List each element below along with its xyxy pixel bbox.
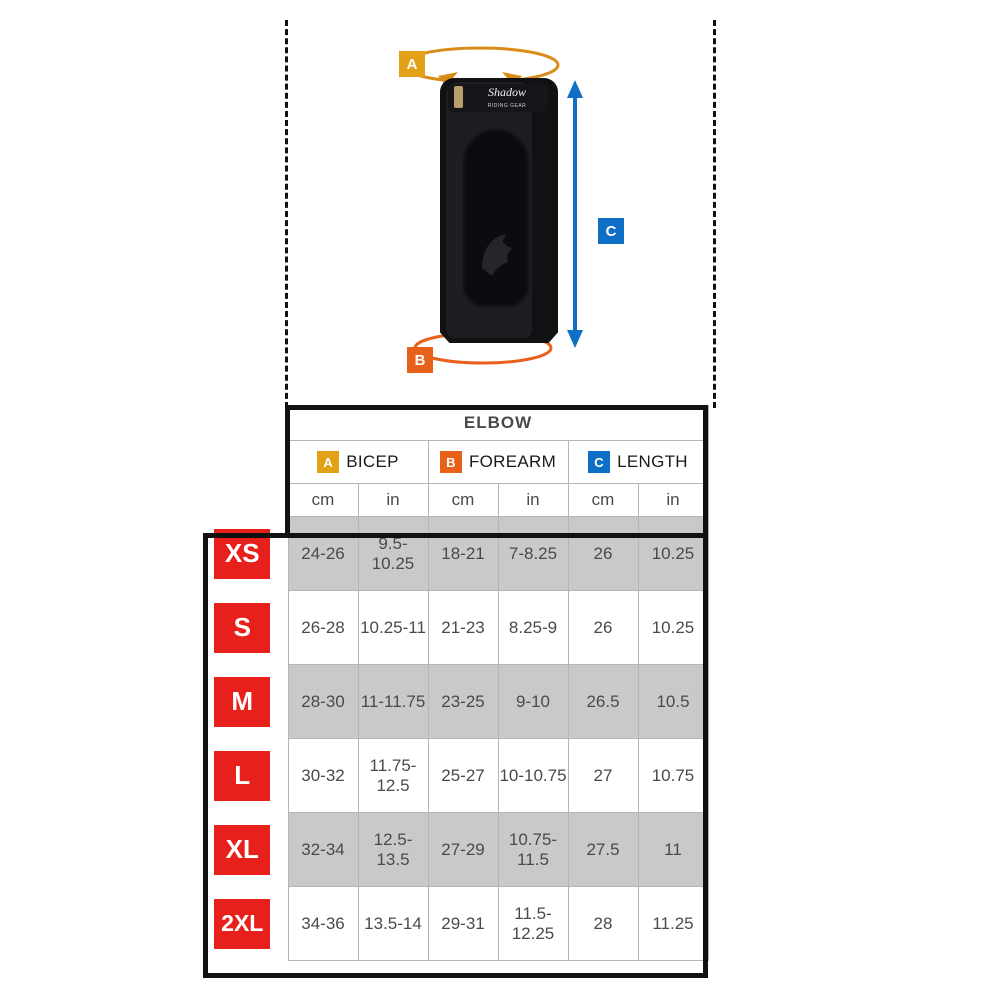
cell-length-in: 10.75 xyxy=(638,739,708,813)
cell-forearm-in: 7-8.25 xyxy=(498,517,568,591)
marker-a: A xyxy=(399,51,425,77)
unit-forearm-in: in xyxy=(498,484,568,517)
cell-length-cm: 27.5 xyxy=(568,813,638,887)
badge-c-icon: C xyxy=(588,451,610,473)
size-badge: L xyxy=(214,751,270,801)
cell-length-in: 11 xyxy=(638,813,708,887)
cell-bicep-cm: 32-34 xyxy=(288,813,358,887)
size-table-wrap xyxy=(203,405,708,978)
table-row xyxy=(203,591,708,665)
cell-bicep-in: 11.75-12.5 xyxy=(358,739,428,813)
measurement-header-row xyxy=(203,441,708,484)
size-label-cell xyxy=(203,517,288,591)
cell-length-cm: 26 xyxy=(568,591,638,665)
unit-bicep-cm: cm xyxy=(288,484,358,517)
marker-b: B xyxy=(407,347,433,373)
cell-forearm-in: 8.25-9 xyxy=(498,591,568,665)
cell-length-in: 10.25 xyxy=(638,517,708,591)
cell-bicep-in: 9.5-10.25 xyxy=(358,517,428,591)
unit-bicep-in: in xyxy=(358,484,428,517)
cell-length-cm: 27 xyxy=(568,739,638,813)
cell-length-cm: 26.5 xyxy=(568,665,638,739)
table-row xyxy=(203,739,708,813)
table-title-row xyxy=(203,406,708,441)
size-label-cell xyxy=(203,665,288,739)
badge-b-icon: B xyxy=(440,451,462,473)
length-arrow xyxy=(567,80,583,348)
guard-pad xyxy=(462,128,530,308)
cell-bicep-cm: 30-32 xyxy=(288,739,358,813)
unit-spacer xyxy=(203,484,288,517)
cell-length-cm: 26 xyxy=(568,517,638,591)
size-badge: S xyxy=(214,603,270,653)
header-forearm-label: FOREARM xyxy=(468,452,557,471)
badge-a-icon: A xyxy=(317,451,339,473)
brand-subtitle: RIDING GEAR xyxy=(487,103,527,109)
cell-forearm-cm: 21-23 xyxy=(428,591,498,665)
size-label-cell xyxy=(203,813,288,887)
cell-forearm-cm: 25-27 xyxy=(428,739,498,813)
cell-forearm-cm: 23-25 xyxy=(428,665,498,739)
table-row xyxy=(203,517,708,591)
size-label-cell xyxy=(203,887,288,961)
cell-bicep-in: 11-11.75 xyxy=(358,665,428,739)
table-row xyxy=(203,887,708,961)
dashed-guide-right xyxy=(713,20,716,408)
table-row xyxy=(203,813,708,887)
header-bicep xyxy=(288,441,428,484)
size-label-cell xyxy=(203,739,288,813)
cell-forearm-in: 11.5-12.25 xyxy=(498,887,568,961)
table-row xyxy=(203,665,708,739)
unit-forearm-cm: cm xyxy=(428,484,498,517)
unit-length-in: in xyxy=(638,484,708,517)
cell-forearm-in: 10-10.75 xyxy=(498,739,568,813)
brand-name: Shadow xyxy=(487,85,526,99)
cell-length-in: 11.25 xyxy=(638,887,708,961)
header-spacer xyxy=(203,441,288,484)
cell-length-cm: 28 xyxy=(568,887,638,961)
shadow-bird-logo-icon xyxy=(478,228,522,280)
cell-length-in: 10.5 xyxy=(638,665,708,739)
cell-bicep-in: 13.5-14 xyxy=(358,887,428,961)
header-forearm xyxy=(428,441,568,484)
product-diagram xyxy=(285,20,715,408)
cell-bicep-cm: 26-28 xyxy=(288,591,358,665)
cell-bicep-cm: 24-26 xyxy=(288,517,358,591)
cell-bicep-cm: 28-30 xyxy=(288,665,358,739)
cell-length-in: 10.25 xyxy=(638,591,708,665)
header-length xyxy=(568,441,708,484)
cell-forearm-in: 10.75-11.5 xyxy=(498,813,568,887)
header-bicep-label: BICEP xyxy=(346,452,399,471)
table-title: ELBOW xyxy=(288,406,708,441)
brand-logo-text xyxy=(472,86,542,112)
cell-bicep-in: 12.5-13.5 xyxy=(358,813,428,887)
unit-length-cm: cm xyxy=(568,484,638,517)
size-label-cell xyxy=(203,591,288,665)
title-spacer xyxy=(203,406,288,441)
size-badge: XS xyxy=(214,529,270,579)
size-badge: M xyxy=(214,677,270,727)
cell-bicep-in: 10.25-11 xyxy=(358,591,428,665)
cell-forearm-cm: 29-31 xyxy=(428,887,498,961)
elbow-guard-image xyxy=(440,78,558,343)
unit-header-row xyxy=(203,484,708,517)
cell-bicep-cm: 34-36 xyxy=(288,887,358,961)
header-length-label: LENGTH xyxy=(617,452,688,471)
cell-forearm-cm: 27-29 xyxy=(428,813,498,887)
size-badge: 2XL xyxy=(214,899,270,949)
size-badge: XL xyxy=(214,825,270,875)
size-table xyxy=(203,405,709,961)
cell-forearm-cm: 18-21 xyxy=(428,517,498,591)
marker-c: C xyxy=(598,218,624,244)
guard-buckle xyxy=(454,86,463,108)
cell-forearm-in: 9-10 xyxy=(498,665,568,739)
dashed-guide-left xyxy=(285,20,288,408)
